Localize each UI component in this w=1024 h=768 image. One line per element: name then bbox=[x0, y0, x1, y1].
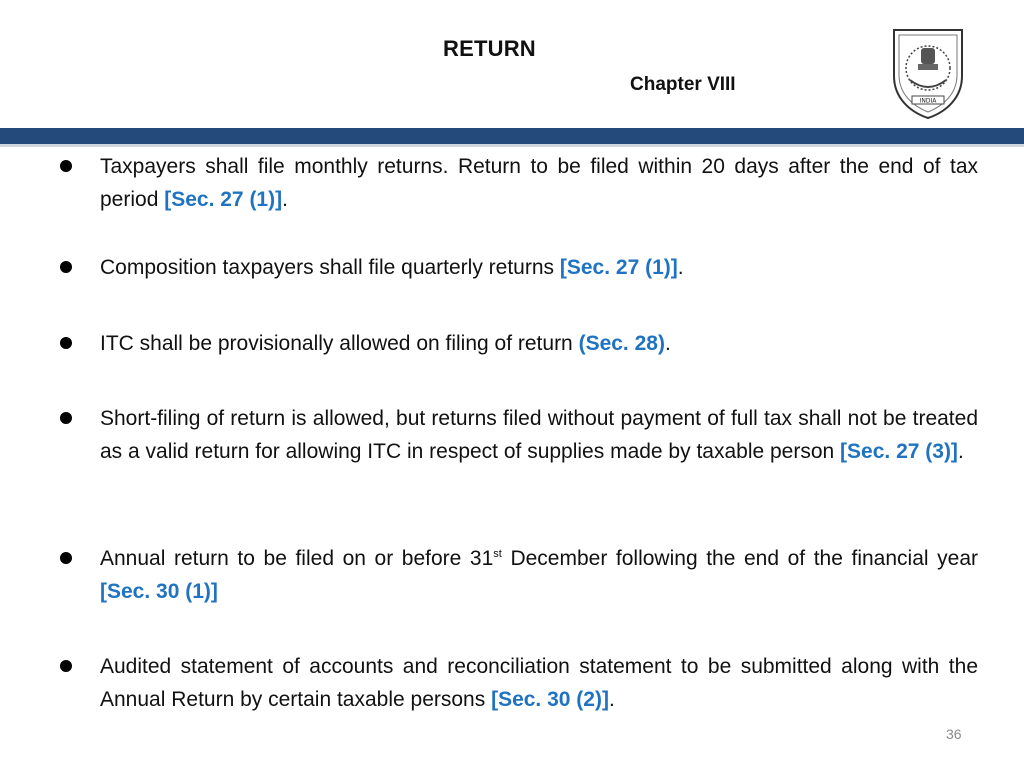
bullet-text: ITC shall be provisionally allowed on filing of return (Sec. 28). bbox=[100, 332, 671, 355]
bullet-text: Taxpayers shall file monthly returns. Return to be filed within 20 days after the end of tax period [Sec. 27 (1)]. bbox=[100, 155, 978, 211]
emblem-label: INDIA bbox=[919, 97, 937, 105]
section-reference: [Sec. 27 (1)] bbox=[164, 188, 283, 211]
bullet-text: Annual return to be filed on or before 31st December following the end of the financial year [Sec. 30 (1)] bbox=[100, 547, 978, 603]
bullet-dot-icon bbox=[60, 660, 72, 672]
slide-title: RETURN bbox=[443, 36, 536, 61]
section-reference: [Sec. 27 (3)] bbox=[840, 440, 958, 463]
chapter-subtitle: Chapter VIII bbox=[630, 74, 736, 95]
section-reference: [Sec. 27 (1)] bbox=[559, 256, 678, 279]
emblem-logo-icon bbox=[888, 24, 968, 120]
ordinal-suffix: st bbox=[493, 548, 502, 560]
section-reference: [Sec. 30 (1)] bbox=[100, 580, 218, 603]
bullet-text: Audited statement of accounts and reconciliation statement to be submitted along with the Annual Return by certain taxable persons [Sec. 30 (2)]. bbox=[100, 655, 978, 711]
header-band-shadow bbox=[0, 144, 1024, 147]
bullet-dot-icon bbox=[60, 552, 72, 564]
bullet-text: Short-filing of return is allowed, but returns filed without payment of full tax shall not be treated as a valid return for allowing ITC in respect of supplies made by taxable person [Sec. 27 (3)]. bbox=[100, 407, 978, 463]
bullet-dot-icon bbox=[60, 160, 72, 172]
bullet-dot-icon bbox=[60, 337, 72, 349]
bullet-dot-icon bbox=[60, 412, 72, 424]
section-reference: [Sec. 30 (2)] bbox=[491, 688, 609, 711]
section-reference: (Sec. 28) bbox=[578, 332, 665, 355]
header-band bbox=[0, 128, 1024, 144]
page-number: 36 bbox=[946, 726, 962, 742]
bullet-text: Composition taxpayers shall file quarterly returns [Sec. 27 (1)]. bbox=[100, 256, 684, 279]
bullet-dot-icon bbox=[60, 261, 72, 273]
